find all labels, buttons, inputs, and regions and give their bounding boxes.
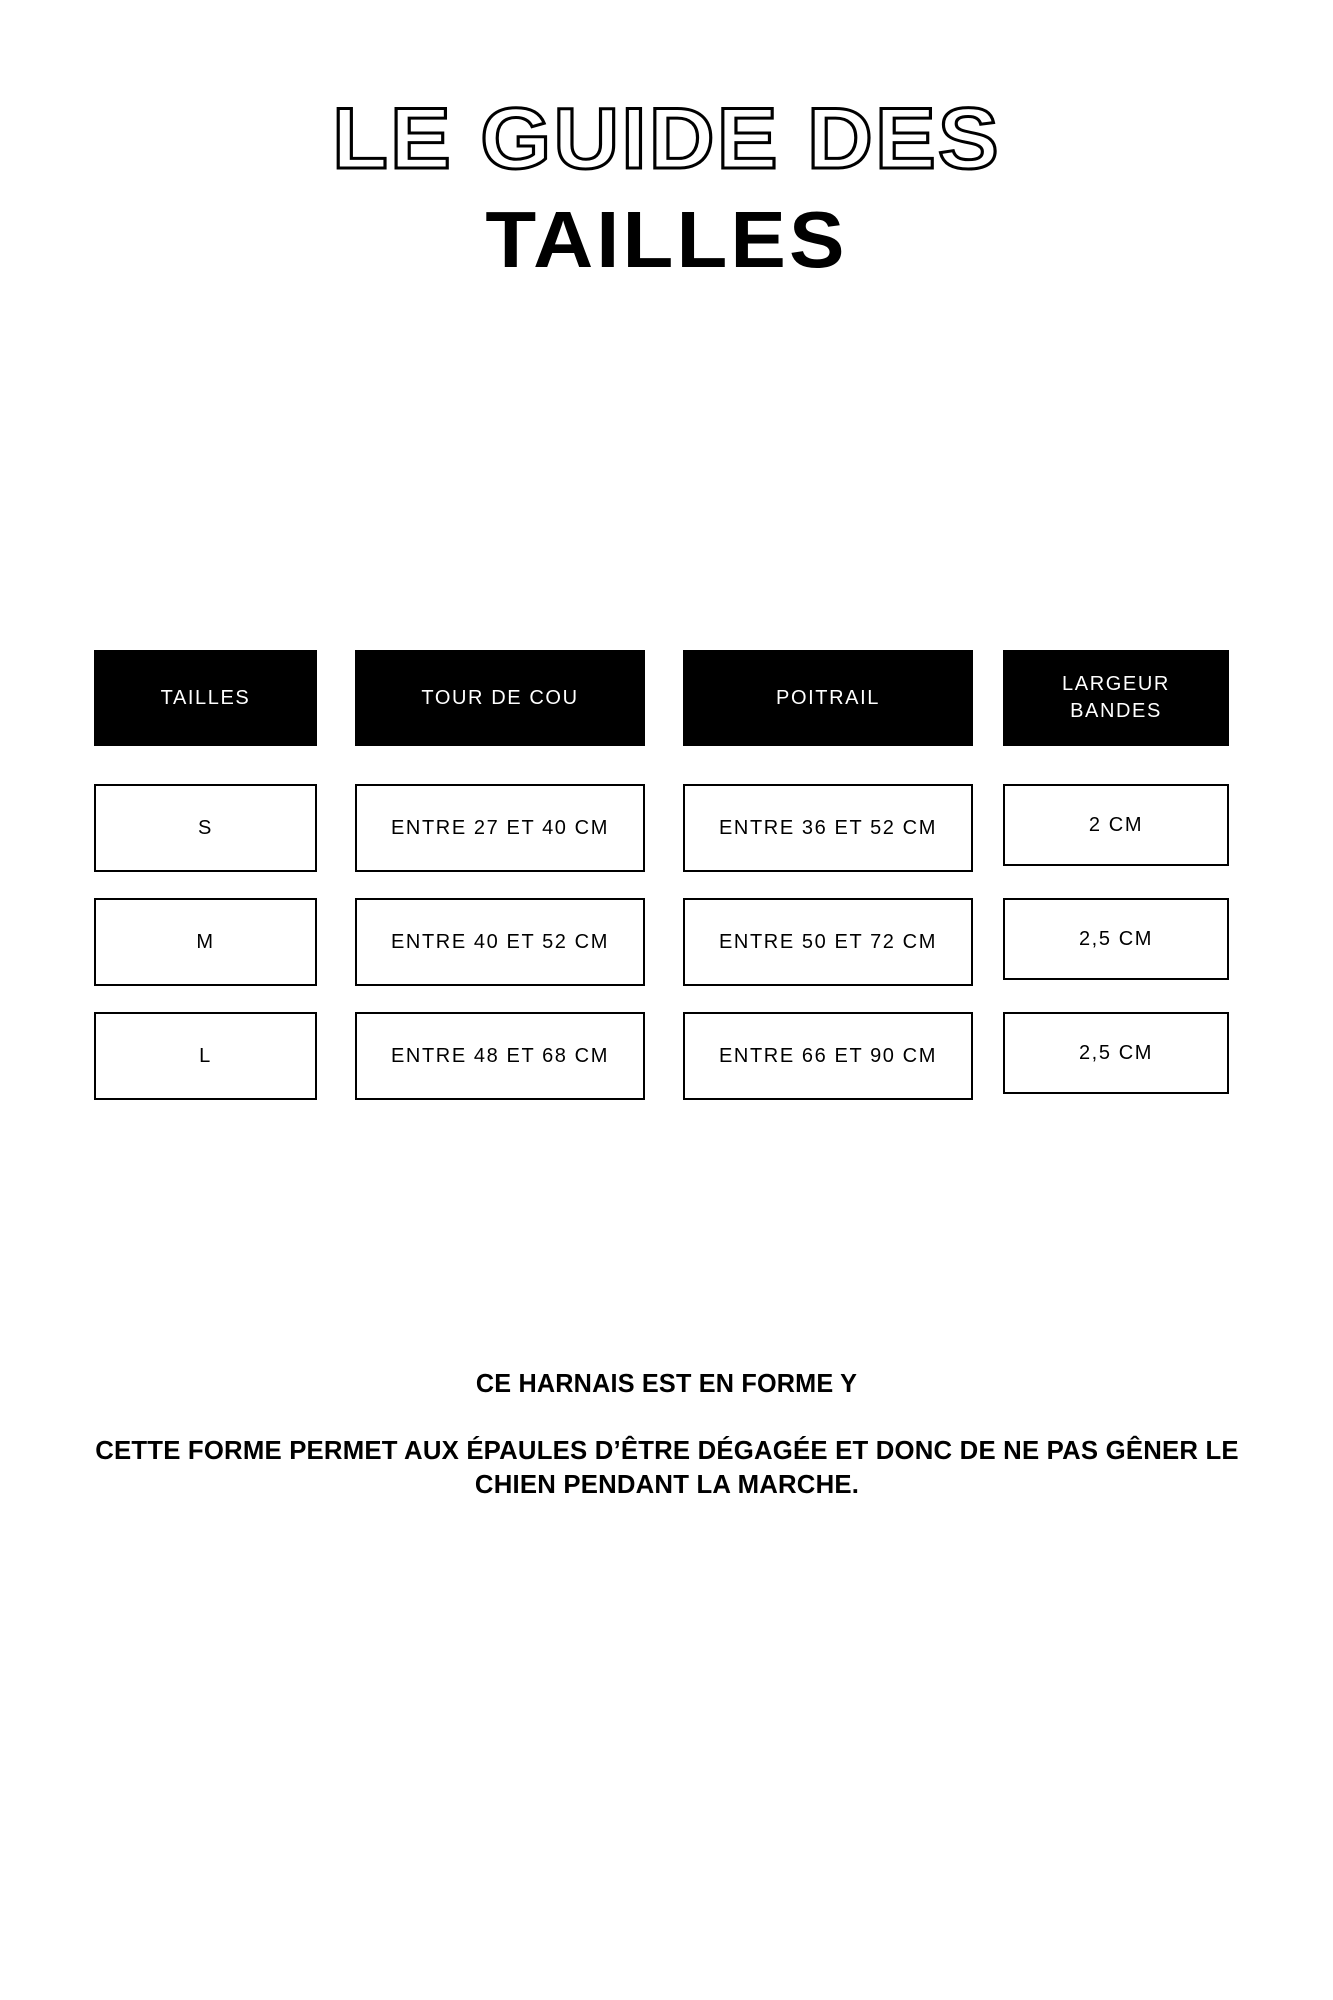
cell-tour-de-cou: ENTRE 40 ET 52 CM <box>355 898 645 986</box>
cell-taille: S <box>94 784 317 872</box>
size-guide-table <box>94 650 1239 1126</box>
cell-tour-de-cou: ENTRE 48 ET 68 CM <box>355 1012 645 1100</box>
harness-note-line2: CETTE FORME PERMET AUX ÉPAULES D’ÊTRE DÉGAGÉE ET DONC DE NE PAS GÊNER LE CHIEN PENDANT LA MARCHE. <box>94 1435 1239 1500</box>
column-header-poitrail: POITRAIL <box>683 650 973 746</box>
page-title <box>0 91 1333 284</box>
cell-poitrail: ENTRE 50 ET 72 CM <box>683 898 973 986</box>
table-row <box>94 1012 1239 1100</box>
cell-largeur-bandes: 2 CM <box>1003 784 1229 866</box>
table-header-row <box>94 650 1239 746</box>
cell-largeur-bandes: 2,5 CM <box>1003 1012 1229 1094</box>
cell-taille: M <box>94 898 317 986</box>
cell-poitrail: ENTRE 66 ET 90 CM <box>683 1012 973 1100</box>
table-row <box>94 784 1239 872</box>
cell-tour-de-cou: ENTRE 27 ET 40 CM <box>355 784 645 872</box>
harness-note <box>0 1368 1333 1502</box>
harness-note-line1: CE HARNAIS EST EN FORME Y <box>475 1368 858 1398</box>
page-title-line1: LE GUIDE DES <box>332 91 1001 187</box>
cell-largeur-bandes: 2,5 CM <box>1003 898 1229 980</box>
column-header-largeur-bandes <box>1003 650 1229 746</box>
column-header-largeur-bandes-line1: LARGEUR <box>1062 673 1170 695</box>
page-title-line2: TAILLES <box>485 195 848 284</box>
column-header-largeur-bandes-line2: BANDES <box>1070 700 1162 722</box>
column-header-tour-de-cou: TOUR DE COU <box>355 650 645 746</box>
cell-poitrail: ENTRE 36 ET 52 CM <box>683 784 973 872</box>
table-row <box>94 898 1239 986</box>
cell-taille: L <box>94 1012 317 1100</box>
column-header-tailles: TAILLES <box>94 650 317 746</box>
